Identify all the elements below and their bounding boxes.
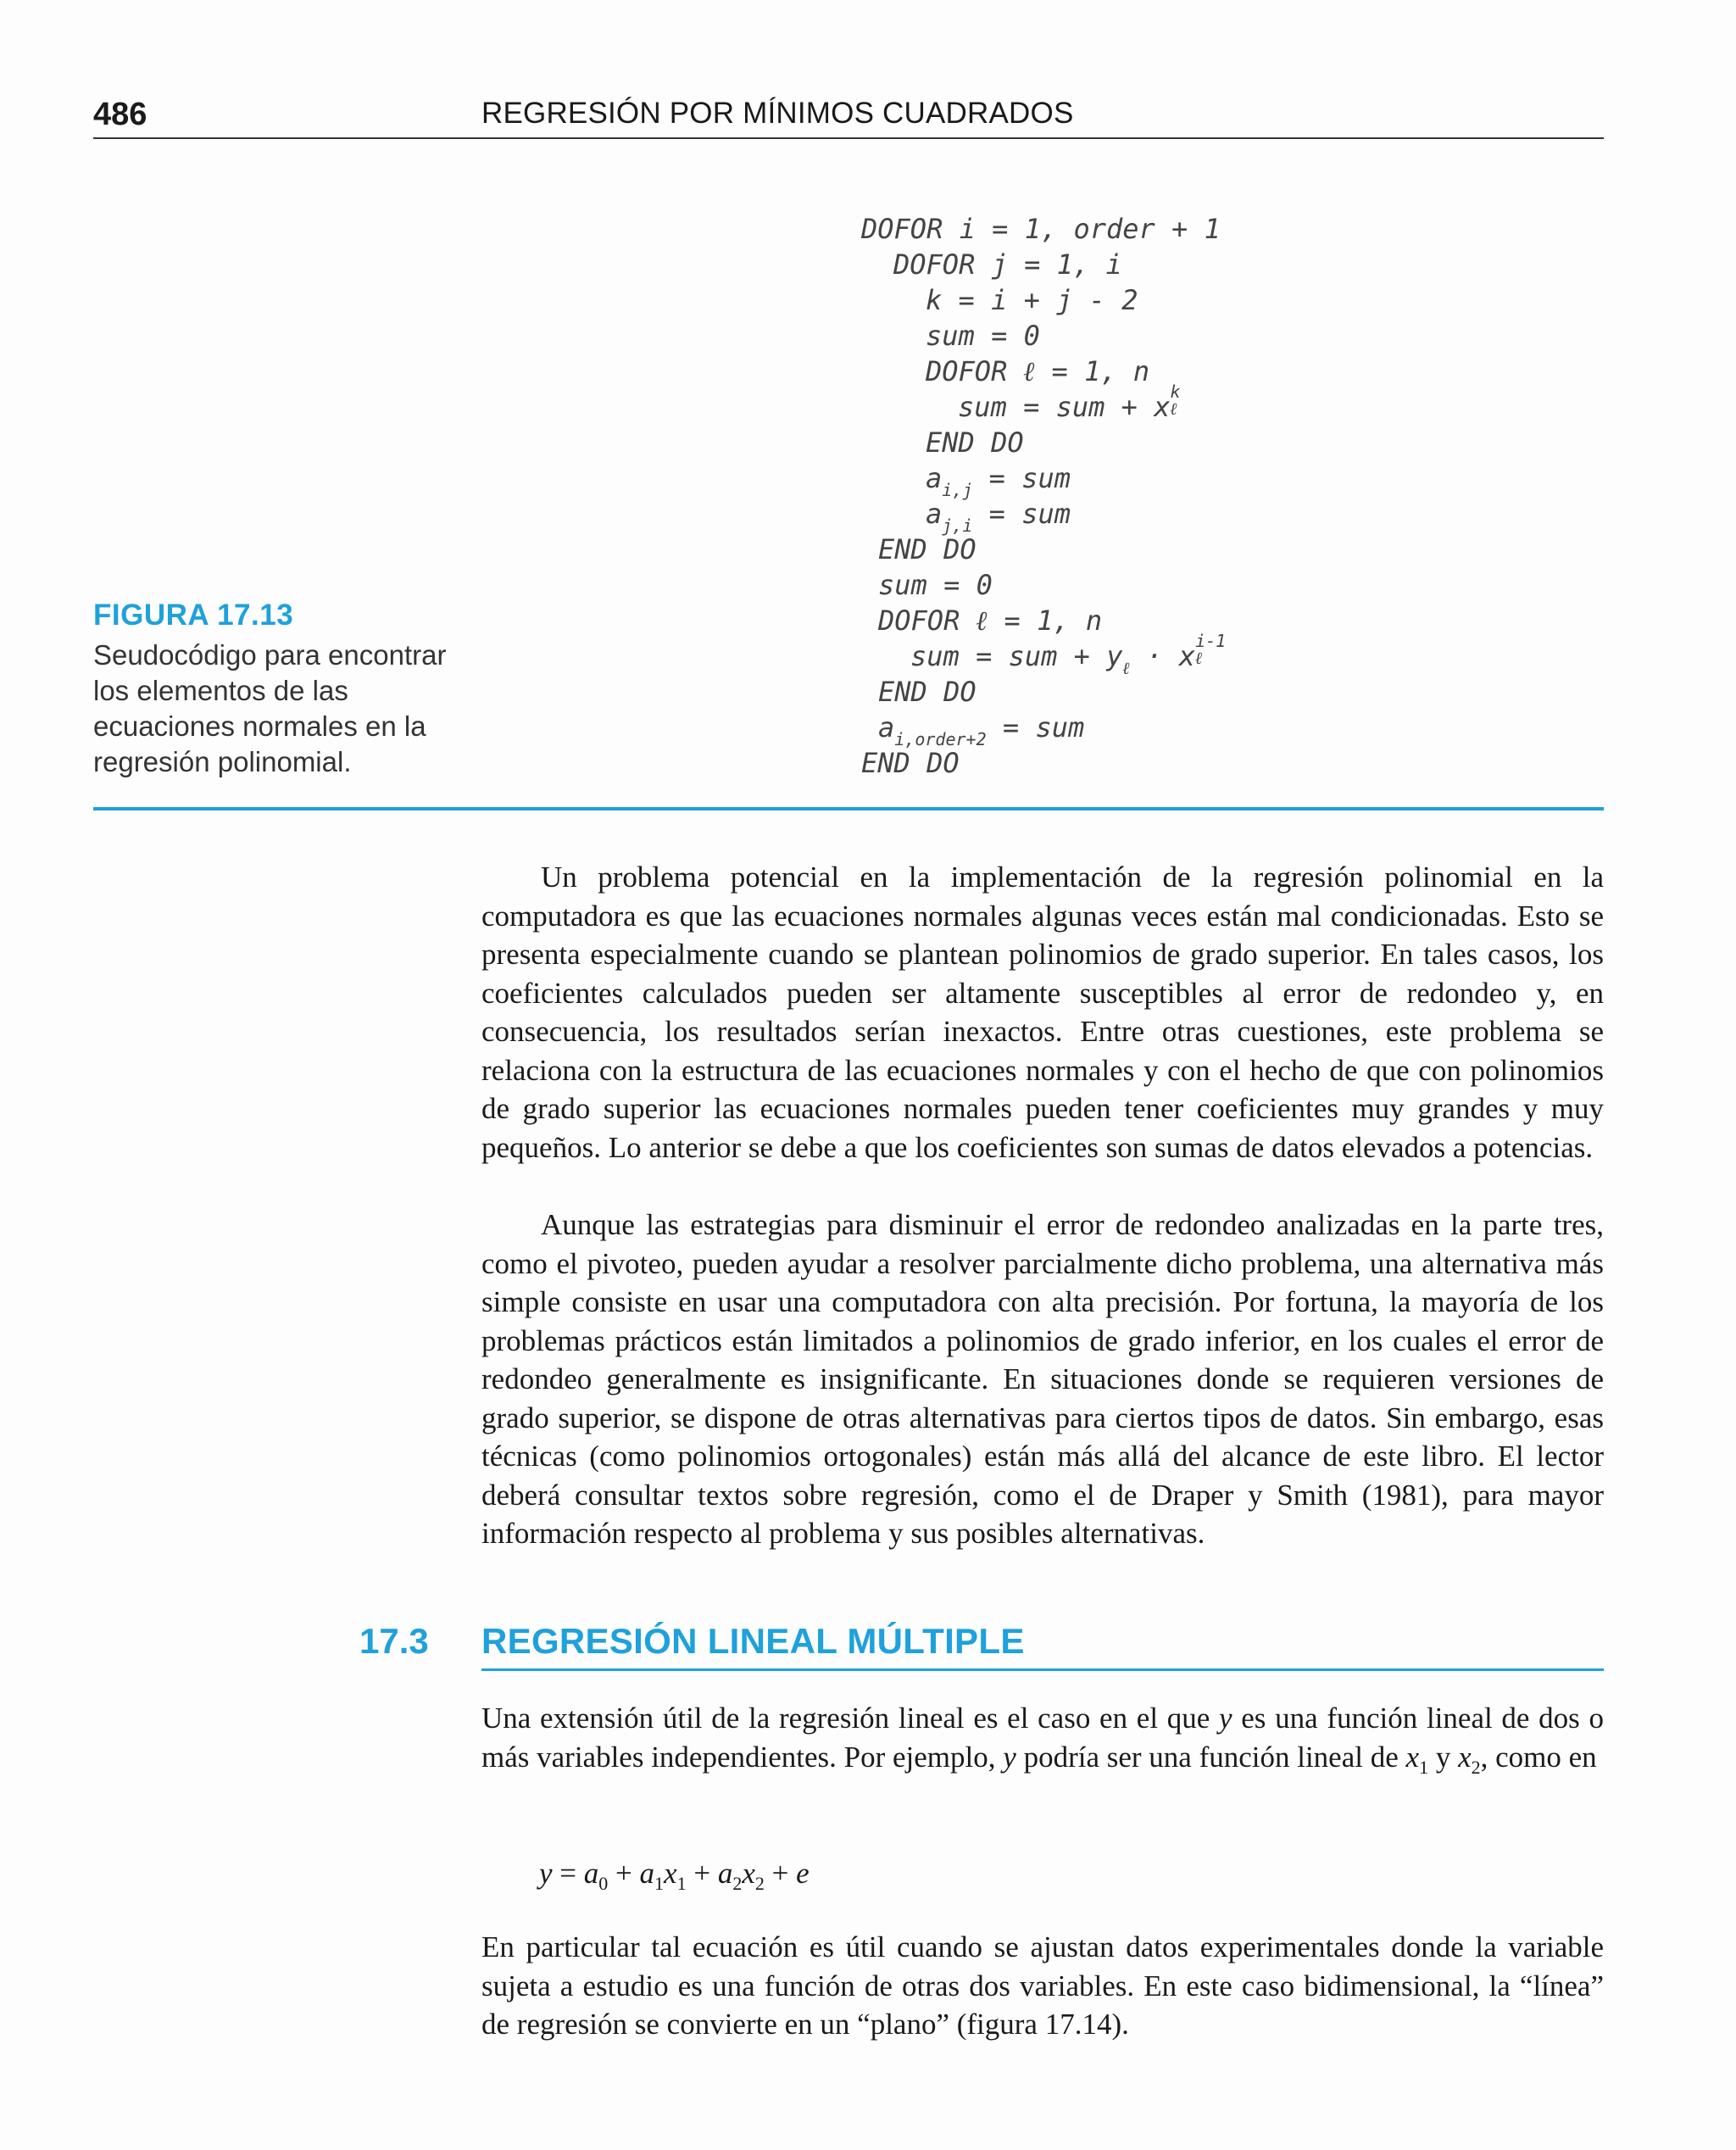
code-line: sum = 0 [878, 569, 993, 601]
code-line: END DO [926, 426, 1024, 459]
running-head: REGRESIÓN POR MÍNIMOS CUADRADOS [481, 97, 1074, 130]
code-line: DOFOR ℓ = 1, n [878, 604, 1103, 637]
code-line: END DO [878, 676, 976, 708]
code-line: sum = sum + $y_\ell \cdot x$ i-1 ℓ [910, 631, 1227, 678]
figure-label: FIGURA 17.13 [93, 599, 294, 632]
code-line: DOFOR i = 1, order + 1 [861, 213, 1221, 245]
caption-line: Seudocódigo para encontrar [93, 639, 447, 671]
section-paragraph: En particular tal ecuación es útil cuando se ajustan datos experimentales donde la variable sujeta a estudio es una función de otras dos variables. En este caso bidimensional, la “línea” de regresión se convierte en un “plano” (figura 17.14). [481, 1930, 1604, 2041]
section-rule [481, 1668, 1604, 1671]
code-line: DOFOR ℓ = 1, n [926, 355, 1150, 387]
code-line: END DO [861, 747, 960, 779]
code-line: sum = sum + x k ℓ [958, 382, 1181, 423]
equation: $y = a_0 + a_1x_1 + a_2x_2 + e$ [539, 1857, 810, 1894]
section-number: 17.3 [359, 1621, 429, 1661]
code-line: sum = 0 [926, 320, 1040, 352]
body-paragraph: Un problema potencial en la implementación de la regresión polinomial en la computadora es que las ecuaciones normales algunas veces están mal condicionadas. Esto se presenta especialmente cuando se plantean polinomios de grado superior. En tales casos, los coeficientes calculados pueden ser altamente susceptibles al error de redondeo y, en consecuencia, los resultados serían inexactos. Entre otras cuestiones, este problema se relaciona con la estructura de las ecuaciones normales y con el hecho de que con polinomios de grado superior las ecuaciones normales pueden tener coeficientes muy grandes y muy pequeños. Lo anterior se debe a que los coeficientes son sumas de datos elevados a potencias. [481, 861, 1604, 1164]
figure-caption [93, 638, 492, 780]
code-line: $a_{i,j}$ = sum [926, 462, 1071, 500]
figure-rule [93, 807, 1604, 810]
code-line: k = i + j - 2 [926, 284, 1138, 316]
code-line: $a_{i,order+2}$ = sum [878, 711, 1085, 749]
caption-line: regresión polinomial. [93, 746, 352, 777]
header-rule [93, 137, 1604, 139]
code-line: DOFOR j = 1, i [893, 248, 1122, 281]
section-title: REGRESIÓN LINEAL MÚLTIPLE [481, 1621, 1025, 1661]
code-line: $a_{j,i}$ = sum [926, 498, 1071, 536]
code-line: END DO [878, 533, 976, 565]
caption-line: ecuaciones normales en la [93, 710, 426, 742]
caption-line: los elementos de las [93, 675, 348, 706]
body-paragraph: Aunque las estrategias para disminuir el error de redondeo analizadas en la parte tres, como el pivoteo, pueden ayudar a resolver parcialmente dicho problema, una alternativa más simple consiste en usar una computadora con alta precisión. Por fortuna, la mayoría de los problemas prácticos están limitados a polinomios de grado inferior, en los cuales el error de redondeo generalmente es insignificante. En situaciones donde se requieren versiones de grado superior, se dispone de otras alternativas para ciertos tipos de datos. Sin embargo, esas técnicas (como polinomios ortogonales) están más allá del alcance de este libro. El lector deberá consultar textos sobre regresión, como el de Draper y Smith (1981), para mayor información respecto al problema y sus posibles alternativas. [481, 1208, 1604, 1550]
section-paragraph: Una extensión útil de la regresión lineal es el caso en el que y es una función lineal de dos o más variables independientes. Por ejemplo, y podría ser una función lineal de $x_1$ y $x_2$, como en [481, 1702, 1604, 1778]
page-number: 486 [93, 97, 147, 132]
